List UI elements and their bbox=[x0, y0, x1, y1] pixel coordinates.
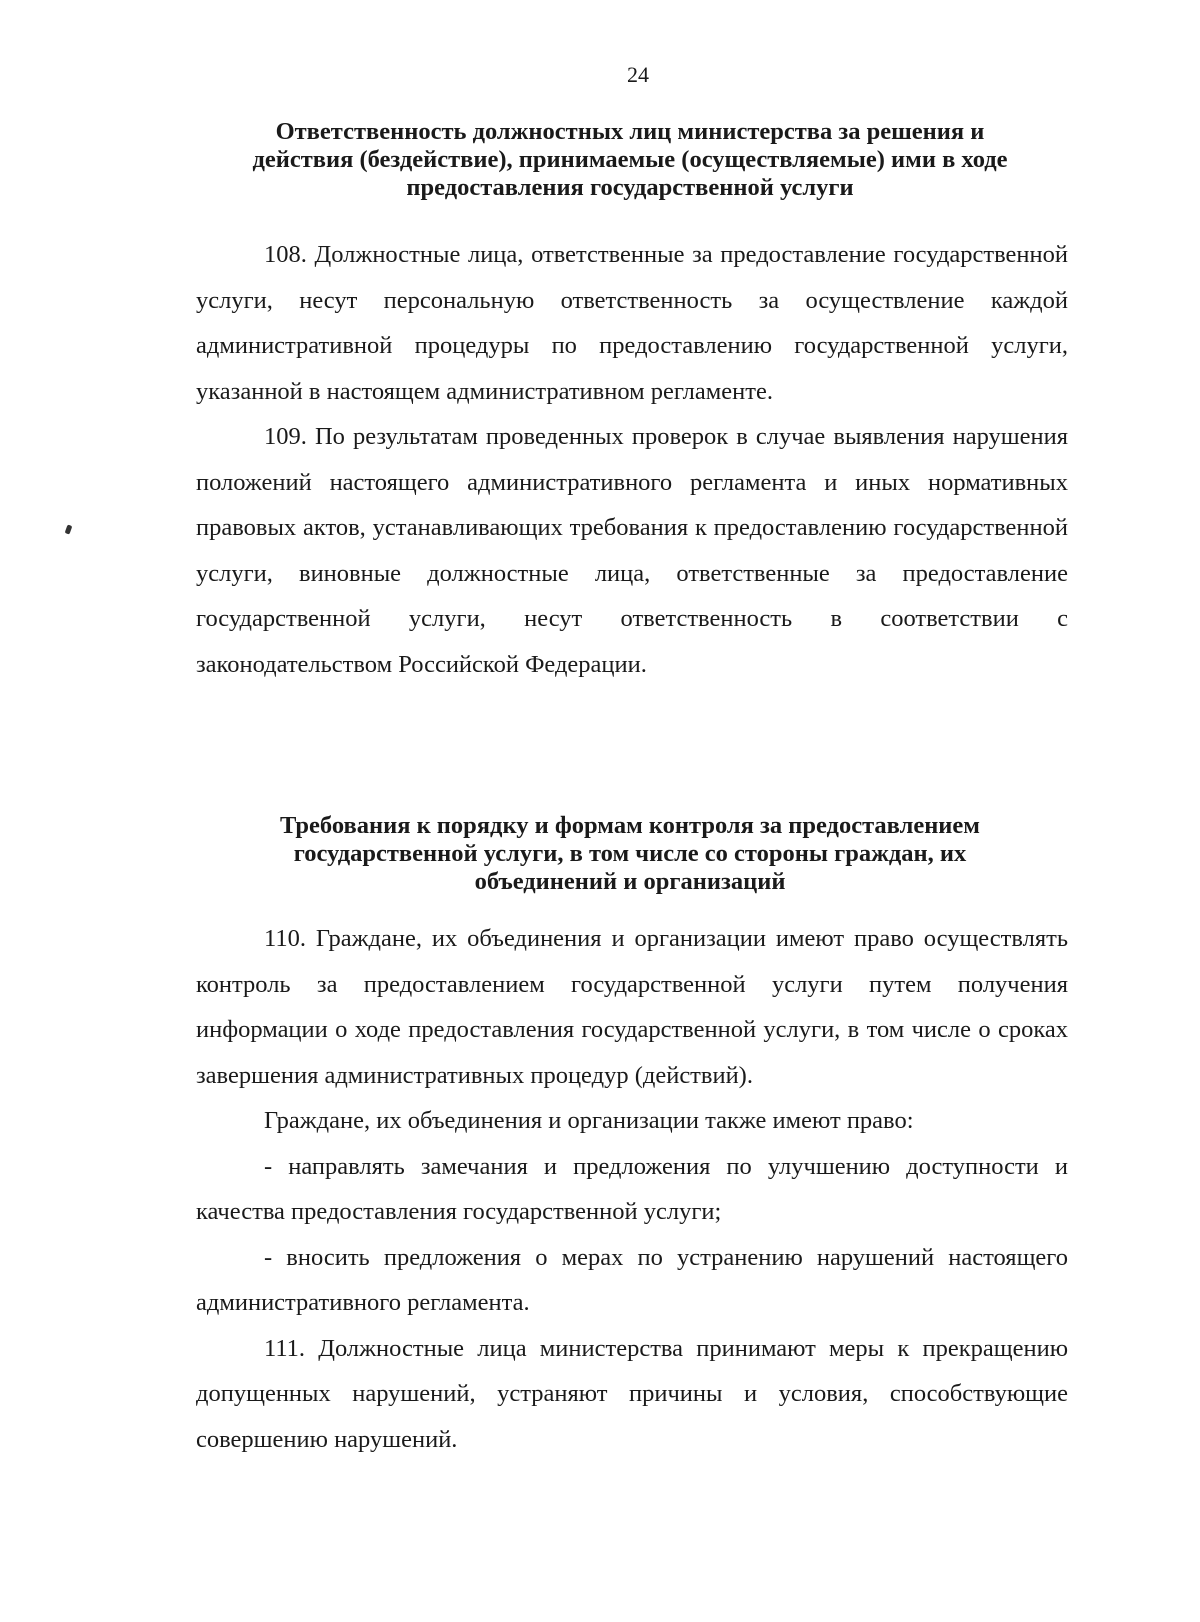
heading-line: объединений и организаций bbox=[474, 868, 786, 895]
section-heading-control bbox=[190, 812, 1070, 896]
section-heading-responsibility bbox=[190, 118, 1070, 202]
heading-line: Требования к порядку и формам контроля за предоставлением bbox=[280, 812, 980, 839]
heading-line: государственной услуги, в том числе со стороны граждан, их bbox=[293, 840, 967, 867]
scan-artifact-mark bbox=[65, 524, 73, 534]
section-body-responsibility bbox=[196, 232, 1068, 687]
heading-line: Ответственность должностных лиц министерства за решения и bbox=[275, 118, 985, 145]
paragraph-rights-intro: Граждане, их объединения и организации также имеют право: bbox=[264, 1107, 914, 1134]
paragraph-right-remarks: - направлять замечания и предложения по улучшению доступности и качества предоставления государственной услуги; bbox=[196, 1152, 1068, 1225]
heading-line: предоставления государственной услуги bbox=[406, 174, 854, 201]
paragraph-108: 108. Должностные лица, ответственные за предоставление государственной услуги, несут персональную ответственность за осуществление каждой административной процедуры по предоставлению государственной услуги, указанной в настоящем административном регламенте. bbox=[196, 241, 1068, 405]
page-number: 24 bbox=[627, 62, 649, 87]
paragraph-right-proposals: - вносить предложения о мерах по устранению нарушений настоящего административного регламента. bbox=[196, 1243, 1068, 1316]
section-body-control bbox=[196, 916, 1068, 1462]
paragraph-109: 109. По результатам проведенных проверок в случае выявления нарушения положений настоящего административного регламента и иных нормативных правовых актов, устанавливающих требования к предоставлению государственной услуги, виновные должностные лица, ответственные за предоставление государственной услуги, несут ответственность в соответствии с законодательством Российской Федерации. bbox=[196, 423, 1068, 678]
heading-line: действия (бездействие), принимаемые (осуществляемые) ими в ходе bbox=[252, 146, 1008, 173]
paragraph-110: 110. Граждане, их объединения и организации имеют право осуществлять контроль за предоставлением государственной услуги путем получения информации о ходе предоставления государственной услуги, в том числе о сроках завершения административных процедур (действий). bbox=[196, 925, 1068, 1089]
paragraph-111: 111. Должностные лица министерства принимают меры к прекращению допущенных нарушений, устраняют причины и условия, способствующие совершению нарушений. bbox=[196, 1334, 1068, 1453]
